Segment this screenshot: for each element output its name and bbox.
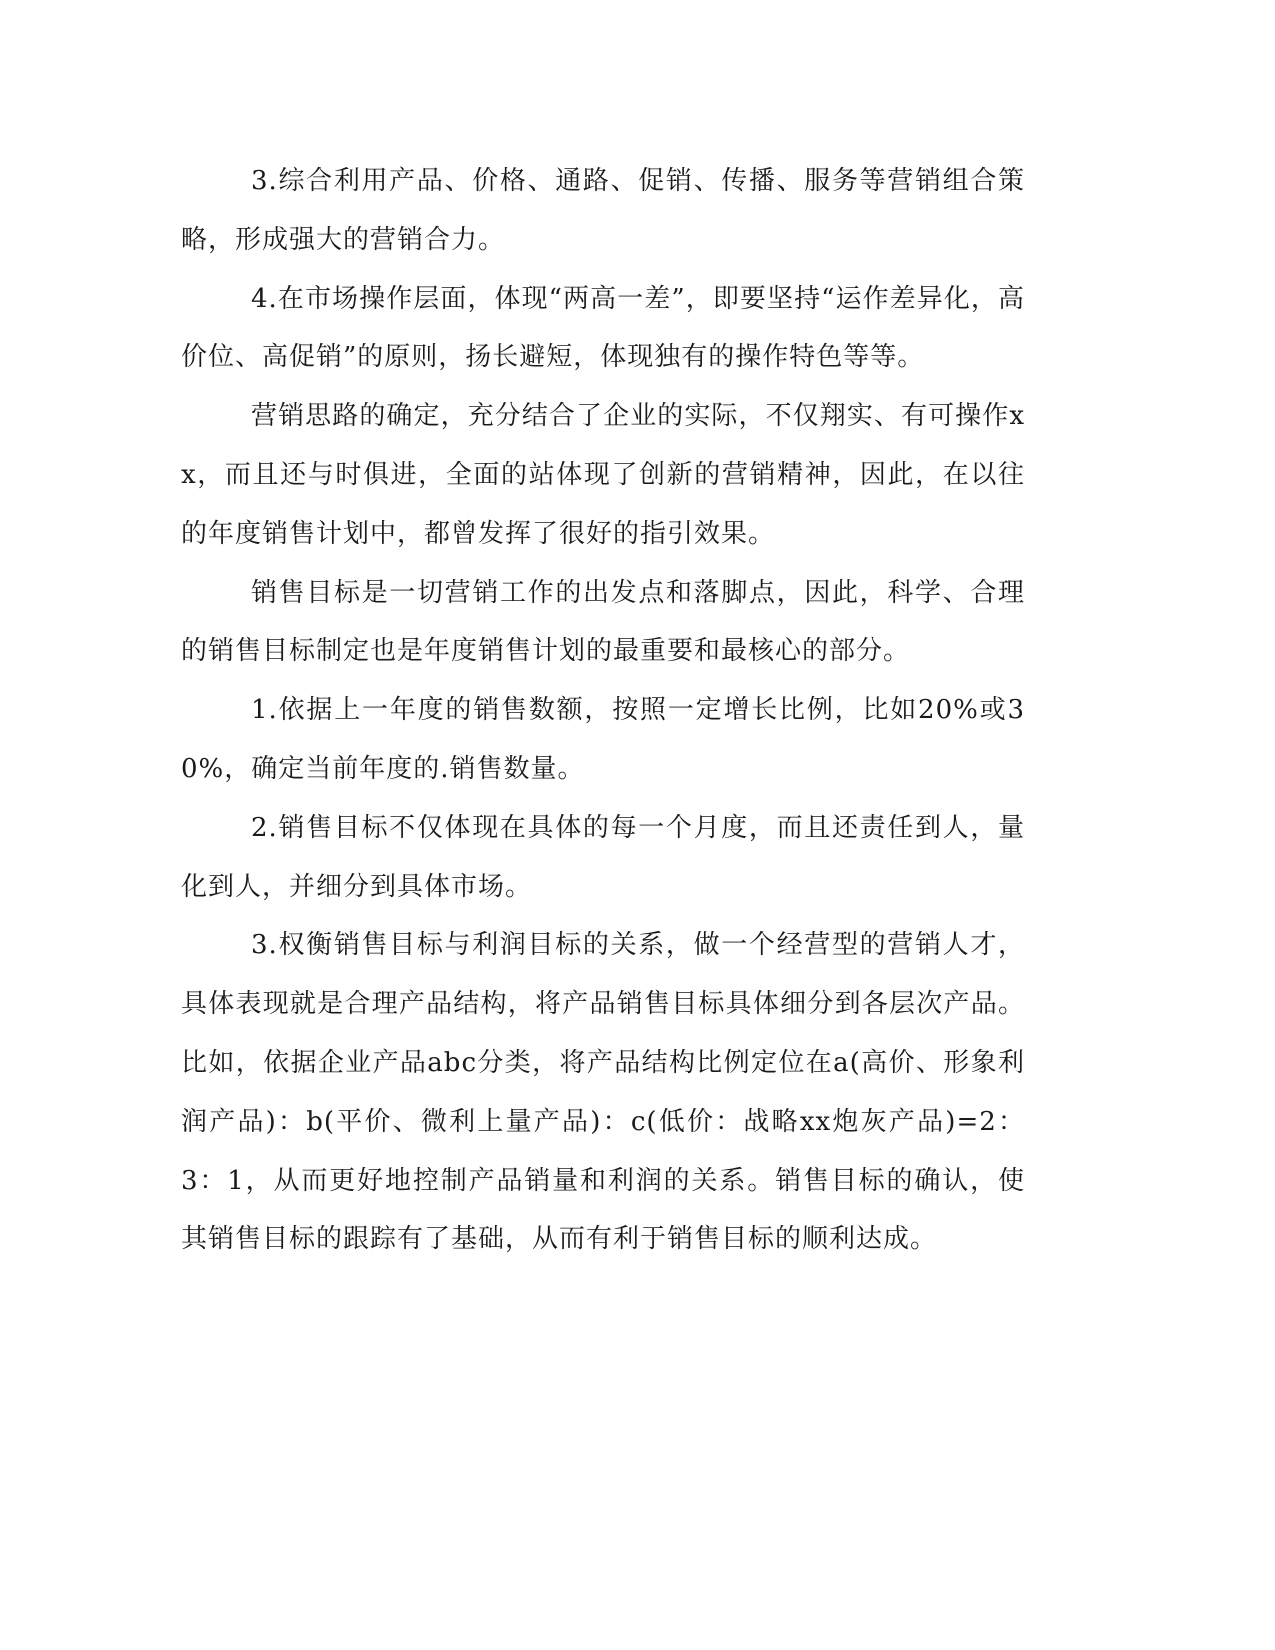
- document-body: [181, 152, 1025, 1269]
- paragraph-sales-target: 销售目标是一切营销工作的出发点和落脚点，因此，科学、合理的销售目标制定也是年度销售计划的最重要和最核心的部分。: [181, 577, 1025, 667]
- paragraph-marketing-mix: 3.综合利用产品、价格、通路、促销、传播、服务等营销组合策略，形成强大的营销合力。: [181, 166, 1025, 255]
- paragraph-profit-balance: 3.权衡销售目标与利润目标的关系，做一个经营型的营销人才，具体表现就是合理产品结构，将产品销售目标具体细分到各层次产品。比如，依据企业产品abc分类，将产品结构比例定位在a(高价、形象利润产品)：b(平价、微利上量产品)：c(低价：战略xx炮灰产品)=2：3：1，从而更好地控制产品销量和利润的关系。销售目标的确认，使其销售目标的跟踪有了基础，从而有利于销售目标的顺利达成。: [181, 930, 1025, 1255]
- paragraph-monthly-responsibility: 2.销售目标不仅体现在具体的每一个月度，而且还责任到人，量化到人，并细分到具体市场。: [181, 812, 1025, 902]
- paragraph-growth-ratio: 1.依据上一年度的销售数额，按照一定增长比例，比如20%或30%，确定当前年度的.销售数量。: [181, 695, 1025, 784]
- paragraph-marketing-strategy: 营销思路的确定，充分结合了企业的实际，不仅翔实、有可操作xx，而且还与时俱进，全面的站体现了创新的营销精神，因此，在以往的年度销售计划中，都曾发挥了很好的指引效果。: [181, 401, 1025, 549]
- paragraph-market-operation: 4.在市场操作层面，体现“两高一差”，即要坚持“运作差异化，高价位、高促销”的原则，扬长避短，体现独有的操作特色等等。: [181, 283, 1025, 373]
